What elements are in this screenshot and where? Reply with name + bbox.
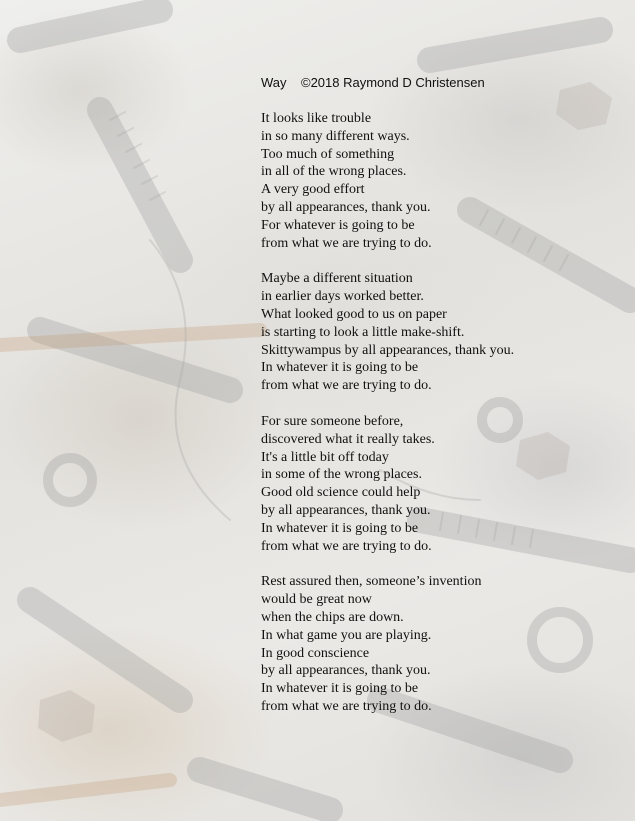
poem-line: Good old science could help bbox=[261, 485, 421, 501]
poem-line: What looked good to us on paper bbox=[261, 306, 447, 322]
poem-line: from what we are trying to do. bbox=[261, 235, 432, 251]
poem-line: For sure someone before, bbox=[261, 413, 404, 429]
poem-line: in earlier days worked better. bbox=[261, 289, 424, 305]
poem-line: Skittywampus by all appearances, thank you. bbox=[261, 342, 515, 358]
poem-line: in so many different ways. bbox=[261, 128, 410, 144]
poem-line: For whatever is going to be bbox=[261, 217, 415, 233]
poem-line: Maybe a different situation bbox=[261, 271, 413, 287]
stanza bbox=[261, 573, 621, 715]
poem-line: It's a little bit off today bbox=[261, 449, 389, 465]
copyright-notice: ©2018 Raymond D Christensen bbox=[300, 75, 485, 90]
poem-line: In whatever it is going to be bbox=[261, 681, 419, 697]
poem-line: is starting to look a little make-shift. bbox=[261, 324, 465, 340]
poem-line: It looks like trouble bbox=[261, 111, 372, 126]
poem-line: from what we are trying to do. bbox=[261, 378, 432, 394]
poem-line: In what game you are playing. bbox=[261, 627, 432, 643]
poem-line: In whatever it is going to be bbox=[261, 520, 419, 536]
stanza bbox=[261, 270, 621, 395]
poem-line: by all appearances, thank you. bbox=[261, 502, 431, 518]
poem-title-line bbox=[261, 74, 621, 91]
poem-line: from what we are trying to do. bbox=[261, 538, 432, 554]
poem-line: Too much of something bbox=[261, 146, 395, 162]
poem-line: A very good effort bbox=[261, 182, 365, 198]
poem-title: Way bbox=[261, 75, 287, 90]
poem-line: would be great now bbox=[261, 592, 372, 608]
poem-line: In whatever it is going to be bbox=[261, 360, 419, 376]
poem-line: when the chips are down. bbox=[261, 609, 404, 625]
poem-line: in all of the wrong places. bbox=[261, 164, 407, 180]
poem-line: Rest assured then, someone’s invention bbox=[261, 574, 482, 590]
poem-line: discovered what it really takes. bbox=[261, 431, 435, 447]
poem-line: in some of the wrong places. bbox=[261, 467, 422, 483]
poem-body bbox=[261, 110, 621, 716]
stanza bbox=[261, 110, 621, 252]
poem-line: from what we are trying to do. bbox=[261, 698, 432, 714]
poem-line: by all appearances, thank you. bbox=[261, 663, 431, 679]
poem-text bbox=[261, 74, 621, 734]
poem-line: by all appearances, thank you. bbox=[261, 199, 431, 215]
stanza bbox=[261, 413, 621, 555]
poem-line: In good conscience bbox=[261, 645, 370, 661]
